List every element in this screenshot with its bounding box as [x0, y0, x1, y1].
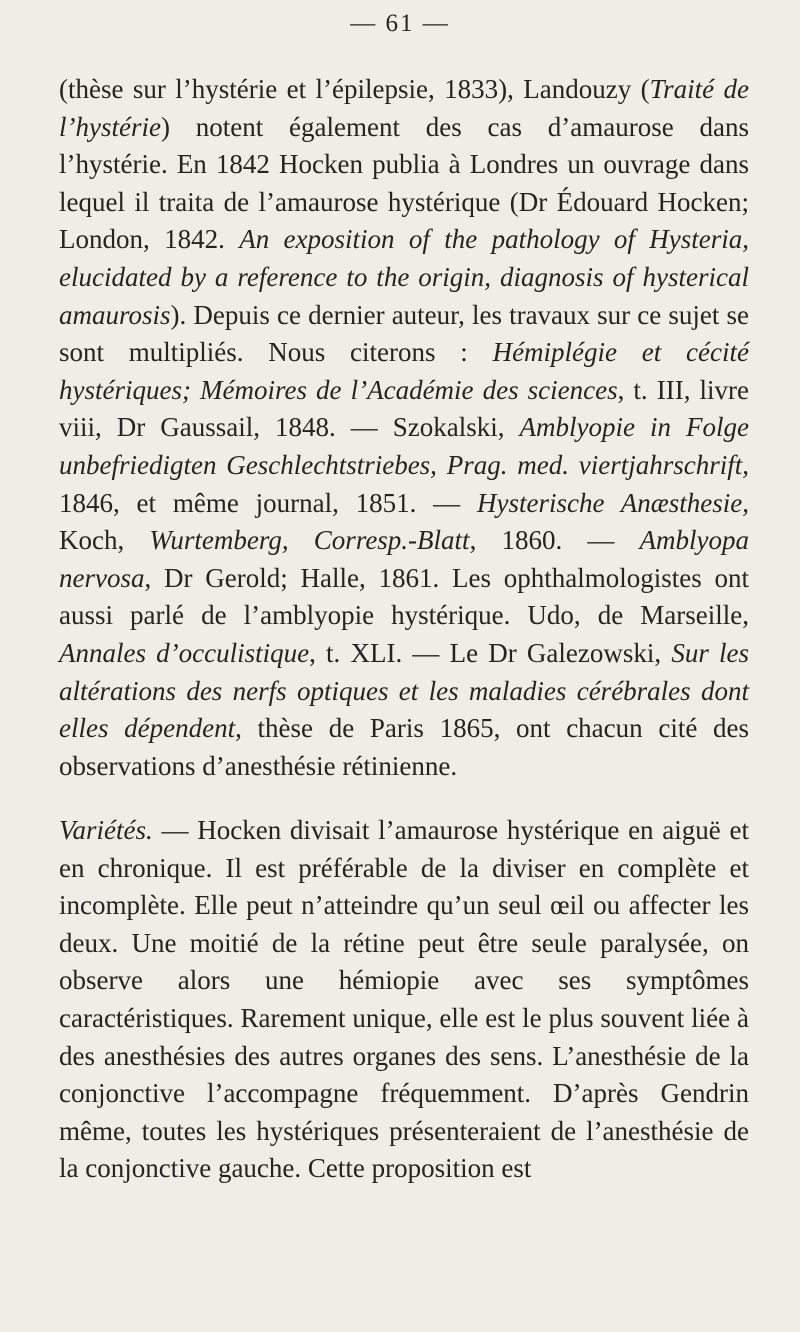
text-segment: , Dr Gerold; Halle, 1861. Les ophthalmologistes ont aussi parlé de l’amblyopie hystérique. Udo, de Marseille,	[59, 562, 749, 631]
page-number: — 61 —	[350, 10, 450, 37]
paragraph-bibliography	[59, 71, 749, 785]
text-segment: 1846, et même journal, 1851. —	[59, 487, 477, 518]
title-alterations-nerfs: Sur les altérations des nerfs optiques et les maladies cérébrales dont elles dépendent	[59, 637, 749, 744]
title-annales-occulistique: Annales d’occulistique	[59, 637, 310, 668]
text-segment: (thèse sur l’hystérie et l’épilepsie, 1833), Landouzy (	[59, 74, 650, 104]
title-amblyopie-folge: Amblyopie in Folge unbefriedigten Geschlechtstriebes, Prag. med. viertjahrschrift,	[59, 412, 749, 480]
title-hemiplegie: Hémiplégie et cécité hystériques; Mémoires de l’Académie des sciences	[59, 337, 749, 405]
paragraph-varietes	[59, 812, 749, 1188]
title-hysterische-anaesthesie: Hysterische Anæsthesie,	[476, 487, 749, 518]
title-traite-hysterie: Traité de l’hystérie	[59, 74, 749, 142]
text-segment: ). Depuis ce dernier auteur, les travaux sur ce sujet se sont multipliés. Nous citerons :	[59, 299, 749, 368]
text-segment: Koch,	[59, 525, 150, 556]
text-segment: , 1860. —	[469, 525, 640, 556]
text-segment: , t. III, livre viii, Dr Gaussail, 1848. — Szokalski,	[59, 374, 749, 443]
title-amblyopa-nervosa: Amblyopa nervosa	[59, 525, 750, 593]
text-segment: ) notent également des cas d’amaurose dans l’hystérie. En 1842 Hocken publia à Londres un ouvrage dans lequel il traita de l’amaurose hystérique (Dr Édouard Hocken; London, 1842.	[59, 111, 749, 255]
title-hocken-exposition: An exposition of the pathology of Hysteria, elucidated by a reference to the origin, diagnosis of hysterical amaurosis	[59, 224, 749, 330]
text-segment: , thèse de Paris 1865, ont chacun cité des observations d’anesthésie rétinienne.	[59, 713, 749, 781]
title-corresp-blatt: Wurtemberg, Corresp.-Blatt	[149, 525, 470, 556]
text-segment: — Hocken divisait l’amaurose hystérique en aiguë et en chronique. Il est préférable de la diviser en complète et incomplète. Elle peut n’atteindre qu’un seul œil ou affecter les deux. Une moitié de la rétine peut être seule paralysée, on observe alors une hémiopie avec ses symptômes caractéristiques. Rarement unique, elle est le plus souvent liée à des anesthésies des autres organes des sens. L’anesthésie de la conjonctive l’accompagne fréquemment. D’après Gendrin même, toutes les hystériques présenteraient de l’anesthésie de la conjonctive gauche. Cette proposition est	[59, 815, 749, 1184]
section-heading-varietes: Variétés.	[59, 815, 153, 845]
text-segment: , t. XLI. — Le Dr Galezowski,	[309, 637, 672, 668]
